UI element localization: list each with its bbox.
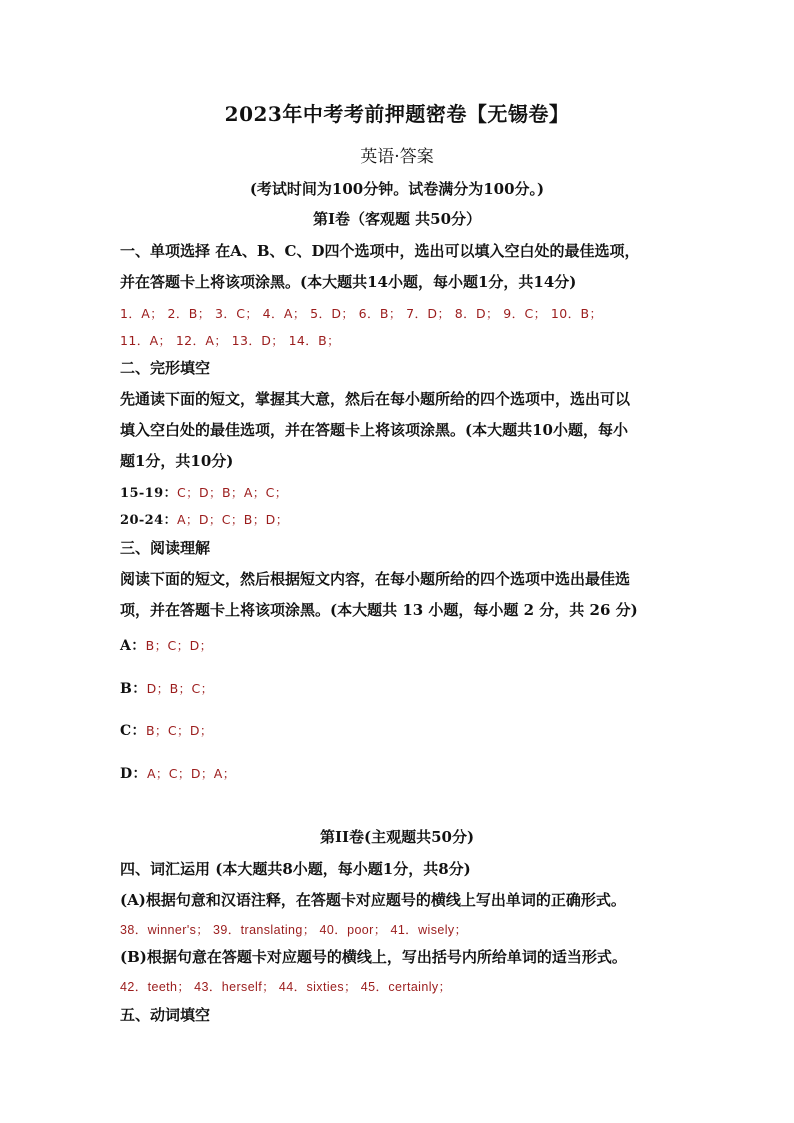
sec2-desc-line2: 填入空白处的最佳选项，并在答题卡上将该项涂黑。(本大题共10小题，每小 [120,421,628,439]
page-title: 2023年中考考前押题密卷【无锡卷】 [224,102,570,126]
sec2-answer-row [120,509,289,528]
reading-group-answer [120,635,213,655]
reading-group-answer [120,763,236,783]
reading-group-label: A： [120,638,146,654]
reading-group-label: B： [120,681,147,697]
sec2-desc-line1: 先通读下面的短文，掌握其大意，然后在每小题所给的四个选项中，选出可以 [120,390,631,408]
answer-row-label: 15-19： [120,486,177,501]
reading-group-label: C： [120,723,146,739]
reading-group-values: A；C；D；A； [146,766,236,781]
sec4-a-instruction: (A)根据句意和汉语注释，在答题卡对应题号的横线上写出单词的正确形式。 [120,891,626,909]
sec1-title-line2: 并在答题卡上将该项涂黑。(本大题共14小题，每小题1分，共14分) [120,273,577,291]
page-subtitle: 英语·答案 [360,147,434,167]
answer-row-label: 20-24： [120,513,177,528]
part1-heading: 第I卷（客观题 共50分） [312,210,482,228]
sec2-desc-line3: 题1分，共10分) [120,452,234,470]
sec4-a-answers: 38．winner's； 39．translating； 40．poor； 41．wisely； [120,923,468,937]
sec4-b-instruction: (B)根据句意在答题卡对应题号的横线上，写出括号内所给单词的适当形式。 [120,948,627,966]
sec5-title: 五、动词填空 [120,1006,211,1024]
reading-group-answer [120,720,213,740]
exam-note: (考试时间为100分钟。试卷满分为100分。) [249,180,545,198]
reading-group-values: B；C；D； [145,723,213,738]
sec1-answers-line2: 11．A； 12．A； 13．D； 14．B； [120,333,341,348]
sec3-title: 三、阅读理解 [120,539,211,557]
answer-row-values: C；D；B；A；C； [176,485,288,500]
sec1-answers-line1: 1．A； 2．B； 3．C； 4．A； 5．D； 6．B； 7．D； 8．D； 9．C； 10．B； [120,306,603,321]
answer-row-values: A；D；C；B；D； [176,512,289,527]
part2-heading: 第II卷(主观题共50分) [319,828,475,846]
sec4-b-answers: 42．teeth； 43．herself； 44．sixties； 45．certainly； [120,980,452,994]
reading-group-values: B；C；D； [145,638,213,653]
sec2-title: 二、完形填空 [120,359,211,377]
sec1-title-line1: 一、单项选择 在A、B、C、D四个选项中，选出可以填入空白处的最佳选项， [120,242,640,260]
sec4-title: 四、词汇运用 (本大题共8小题，每小题1分，共8分) [120,860,471,878]
reading-group-answer [120,678,213,698]
reading-group-values: D；B；C； [146,681,214,696]
reading-group-label: D： [120,766,147,782]
sec3-desc-line2: 项，并在答题卡上将该项涂黑。(本大题共 13 小题，每小题 2 分，共 26 分) [120,601,638,619]
sec3-desc-line1: 阅读下面的短文，然后根据短文内容，在每小题所给的四个选项中选出最佳选 [120,570,631,588]
sec2-answer-row [120,482,288,501]
